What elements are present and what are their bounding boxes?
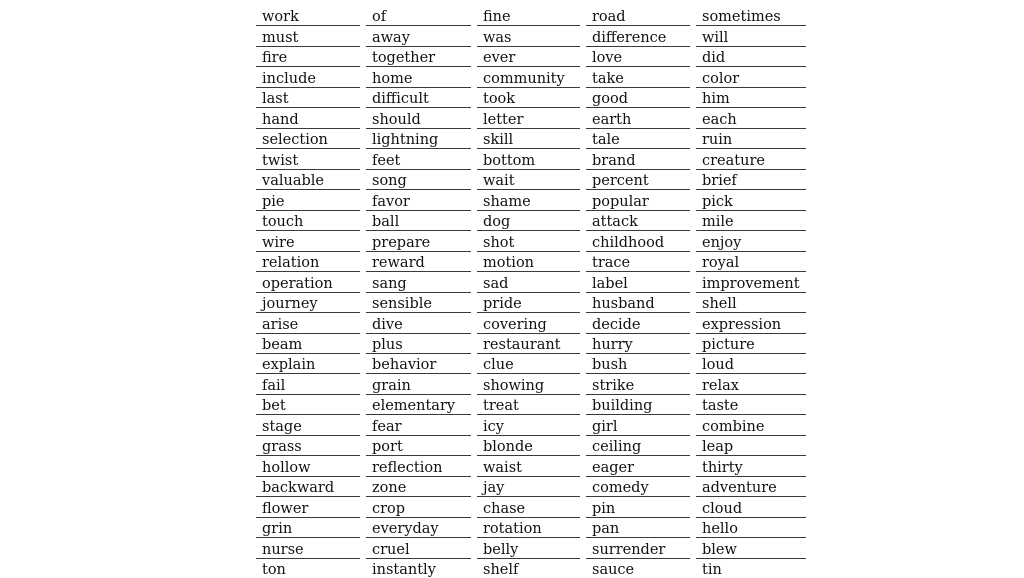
- word-cell: sad: [474, 272, 583, 292]
- word-cell: surrender: [583, 538, 693, 558]
- table-row: [256, 272, 806, 292]
- word-cell: port: [363, 435, 474, 455]
- word-cell: rotation: [474, 517, 583, 537]
- word-cell: girl: [583, 415, 693, 435]
- word-cell: dive: [363, 313, 474, 333]
- word-cell: letter: [474, 108, 583, 128]
- word-cell: pie: [256, 190, 363, 210]
- word-cell: comedy: [583, 476, 693, 496]
- word-cell: operation: [256, 272, 363, 292]
- table-row: [256, 87, 806, 107]
- word-cell: ever: [474, 46, 583, 66]
- word-cell: away: [363, 26, 474, 46]
- word-cell: hello: [693, 517, 806, 537]
- word-cell: mile: [693, 210, 806, 230]
- table-row: [256, 538, 806, 558]
- table-row: [256, 46, 806, 66]
- word-cell: valuable: [256, 169, 363, 189]
- word-cell: decide: [583, 313, 693, 333]
- word-cell: strike: [583, 374, 693, 394]
- word-cell: thirty: [693, 456, 806, 476]
- word-cell: community: [474, 67, 583, 87]
- word-cell: pride: [474, 292, 583, 312]
- word-cell: jay: [474, 476, 583, 496]
- word-cell: road: [583, 6, 693, 26]
- word-cell: prepare: [363, 231, 474, 251]
- table-row: [256, 456, 806, 476]
- word-cell: popular: [583, 190, 693, 210]
- word-cell: sometimes: [693, 6, 806, 26]
- table-row: [256, 231, 806, 251]
- word-cell: reflection: [363, 456, 474, 476]
- word-cell: belly: [474, 538, 583, 558]
- word-cell: eager: [583, 456, 693, 476]
- table-row: [256, 6, 806, 26]
- word-cell: ruin: [693, 128, 806, 148]
- word-cell: work: [256, 6, 363, 26]
- word-cell: percent: [583, 169, 693, 189]
- table-row: [256, 251, 806, 271]
- word-cell: favor: [363, 190, 474, 210]
- word-cell: relation: [256, 251, 363, 271]
- table-row: [256, 108, 806, 128]
- word-cell: sensible: [363, 292, 474, 312]
- word-cell: tin: [693, 558, 806, 578]
- table-row: [256, 497, 806, 517]
- table-row: [256, 292, 806, 312]
- word-cell: clue: [474, 353, 583, 373]
- word-cell: of: [363, 6, 474, 26]
- word-cell: was: [474, 26, 583, 46]
- word-cell: improvement: [693, 272, 806, 292]
- word-cell: bet: [256, 394, 363, 414]
- word-cell: bush: [583, 353, 693, 373]
- word-cell: elementary: [363, 394, 474, 414]
- word-cell: ceiling: [583, 435, 693, 455]
- word-cell: bottom: [474, 149, 583, 169]
- word-cell: shell: [693, 292, 806, 312]
- word-cell: blonde: [474, 435, 583, 455]
- word-cell: beam: [256, 333, 363, 353]
- word-cell: tale: [583, 128, 693, 148]
- word-cell: taste: [693, 394, 806, 414]
- word-cell: dog: [474, 210, 583, 230]
- word-cell: song: [363, 169, 474, 189]
- word-cell: shame: [474, 190, 583, 210]
- word-cell: covering: [474, 313, 583, 333]
- word-cell: ton: [262, 562, 286, 578]
- word-cell: attack: [583, 210, 693, 230]
- word-cell: each: [693, 108, 806, 128]
- table-row: [256, 333, 806, 353]
- word-cell: grain: [363, 374, 474, 394]
- table-row: [256, 26, 806, 46]
- word-cell: everyday: [363, 517, 474, 537]
- word-cell: shelf: [474, 558, 583, 578]
- word-cell: fear: [363, 415, 474, 435]
- word-cell: together: [363, 46, 474, 66]
- table-row: [256, 67, 806, 87]
- word-cell: good: [583, 87, 693, 107]
- word-cell: difference: [583, 26, 693, 46]
- word-cell: difficult: [363, 87, 474, 107]
- word-table: [256, 6, 806, 578]
- word-cell: plus: [363, 333, 474, 353]
- word-cell: expression: [693, 313, 806, 333]
- word-cell: hand: [256, 108, 363, 128]
- word-cell: hollow: [256, 456, 363, 476]
- word-cell: feet: [363, 149, 474, 169]
- table-row: [256, 353, 806, 373]
- word-cell: will: [693, 26, 806, 46]
- table-row: [256, 128, 806, 148]
- word-cell: enjoy: [693, 231, 806, 251]
- word-cell: journey: [256, 292, 363, 312]
- table-row: [256, 558, 806, 578]
- word-cell: selection: [256, 128, 363, 148]
- word-cell: earth: [583, 108, 693, 128]
- word-cell: label: [583, 272, 693, 292]
- table-row: [256, 169, 806, 189]
- word-cell: pan: [583, 517, 693, 537]
- word-cell: fail: [256, 374, 363, 394]
- table-row: [256, 394, 806, 414]
- word-cell: relax: [693, 374, 806, 394]
- word-cell: picture: [693, 333, 806, 353]
- word-cell: wait: [474, 169, 583, 189]
- table-row: [256, 374, 806, 394]
- word-cell: backward: [256, 476, 363, 496]
- word-cell: cruel: [363, 538, 474, 558]
- word-cell: brand: [583, 149, 693, 169]
- word-cell: restaurant: [474, 333, 583, 353]
- table-row: [256, 149, 806, 169]
- word-cell: include: [256, 67, 363, 87]
- word-cell: brief: [693, 169, 806, 189]
- table-row: [256, 517, 806, 537]
- word-cell: pin: [583, 497, 693, 517]
- word-cell: royal: [693, 251, 806, 271]
- word-cell: should: [363, 108, 474, 128]
- word-cell: crop: [363, 497, 474, 517]
- word-cell: stage: [256, 415, 363, 435]
- word-cell: color: [693, 67, 806, 87]
- word-cell: childhood: [583, 231, 693, 251]
- word-cell: him: [693, 87, 806, 107]
- word-cell: shot: [474, 231, 583, 251]
- word-cell: leap: [693, 435, 806, 455]
- word-cell: zone: [363, 476, 474, 496]
- word-cell: fine: [474, 6, 583, 26]
- word-cell: skill: [474, 128, 583, 148]
- word-cell: home: [363, 67, 474, 87]
- word-cell: wire: [256, 231, 363, 251]
- word-cell: reward: [363, 251, 474, 271]
- word-cell: waist: [474, 456, 583, 476]
- word-cell: motion: [474, 251, 583, 271]
- word-cell: hurry: [583, 333, 693, 353]
- word-cell: chase: [474, 497, 583, 517]
- word-cell: did: [693, 46, 806, 66]
- word-cell: grass: [256, 435, 363, 455]
- word-cell: instantly: [363, 558, 474, 578]
- word-cell: touch: [256, 210, 363, 230]
- word-cell: lightning: [363, 128, 474, 148]
- word-cell: last: [256, 87, 363, 107]
- word-cell: grin: [256, 517, 363, 537]
- word-cell: twist: [256, 149, 363, 169]
- word-cell: treat: [474, 394, 583, 414]
- table-row: [256, 210, 806, 230]
- word-cell: sauce: [583, 558, 693, 578]
- word-cell: must: [256, 26, 363, 46]
- word-cell: creature: [693, 149, 806, 169]
- word-cell: pick: [693, 190, 806, 210]
- word-cell: nurse: [256, 538, 363, 558]
- word-cell: ball: [363, 210, 474, 230]
- word-cell: trace: [583, 251, 693, 271]
- word-cell: sang: [363, 272, 474, 292]
- word-cell: behavior: [363, 353, 474, 373]
- word-cell: showing: [474, 374, 583, 394]
- word-cell: arise: [256, 313, 363, 333]
- word-cell: loud: [693, 353, 806, 373]
- table-row: [256, 476, 806, 496]
- table-row: [256, 313, 806, 333]
- word-cell: explain: [256, 353, 363, 373]
- word-cell: cloud: [693, 497, 806, 517]
- word-cell: icy: [474, 415, 583, 435]
- word-cell: love: [583, 46, 693, 66]
- word-cell: fire: [256, 46, 363, 66]
- table-row: [256, 190, 806, 210]
- word-cell: flower: [256, 497, 363, 517]
- word-cell: husband: [583, 292, 693, 312]
- word-cell: building: [583, 394, 693, 414]
- word-cell: adventure: [693, 476, 806, 496]
- word-cell: take: [583, 67, 693, 87]
- word-cell: took: [474, 87, 583, 107]
- word-cell: combine: [693, 415, 806, 435]
- word-cell: blew: [693, 538, 806, 558]
- table-row: [256, 435, 806, 455]
- table-row: [256, 415, 806, 435]
